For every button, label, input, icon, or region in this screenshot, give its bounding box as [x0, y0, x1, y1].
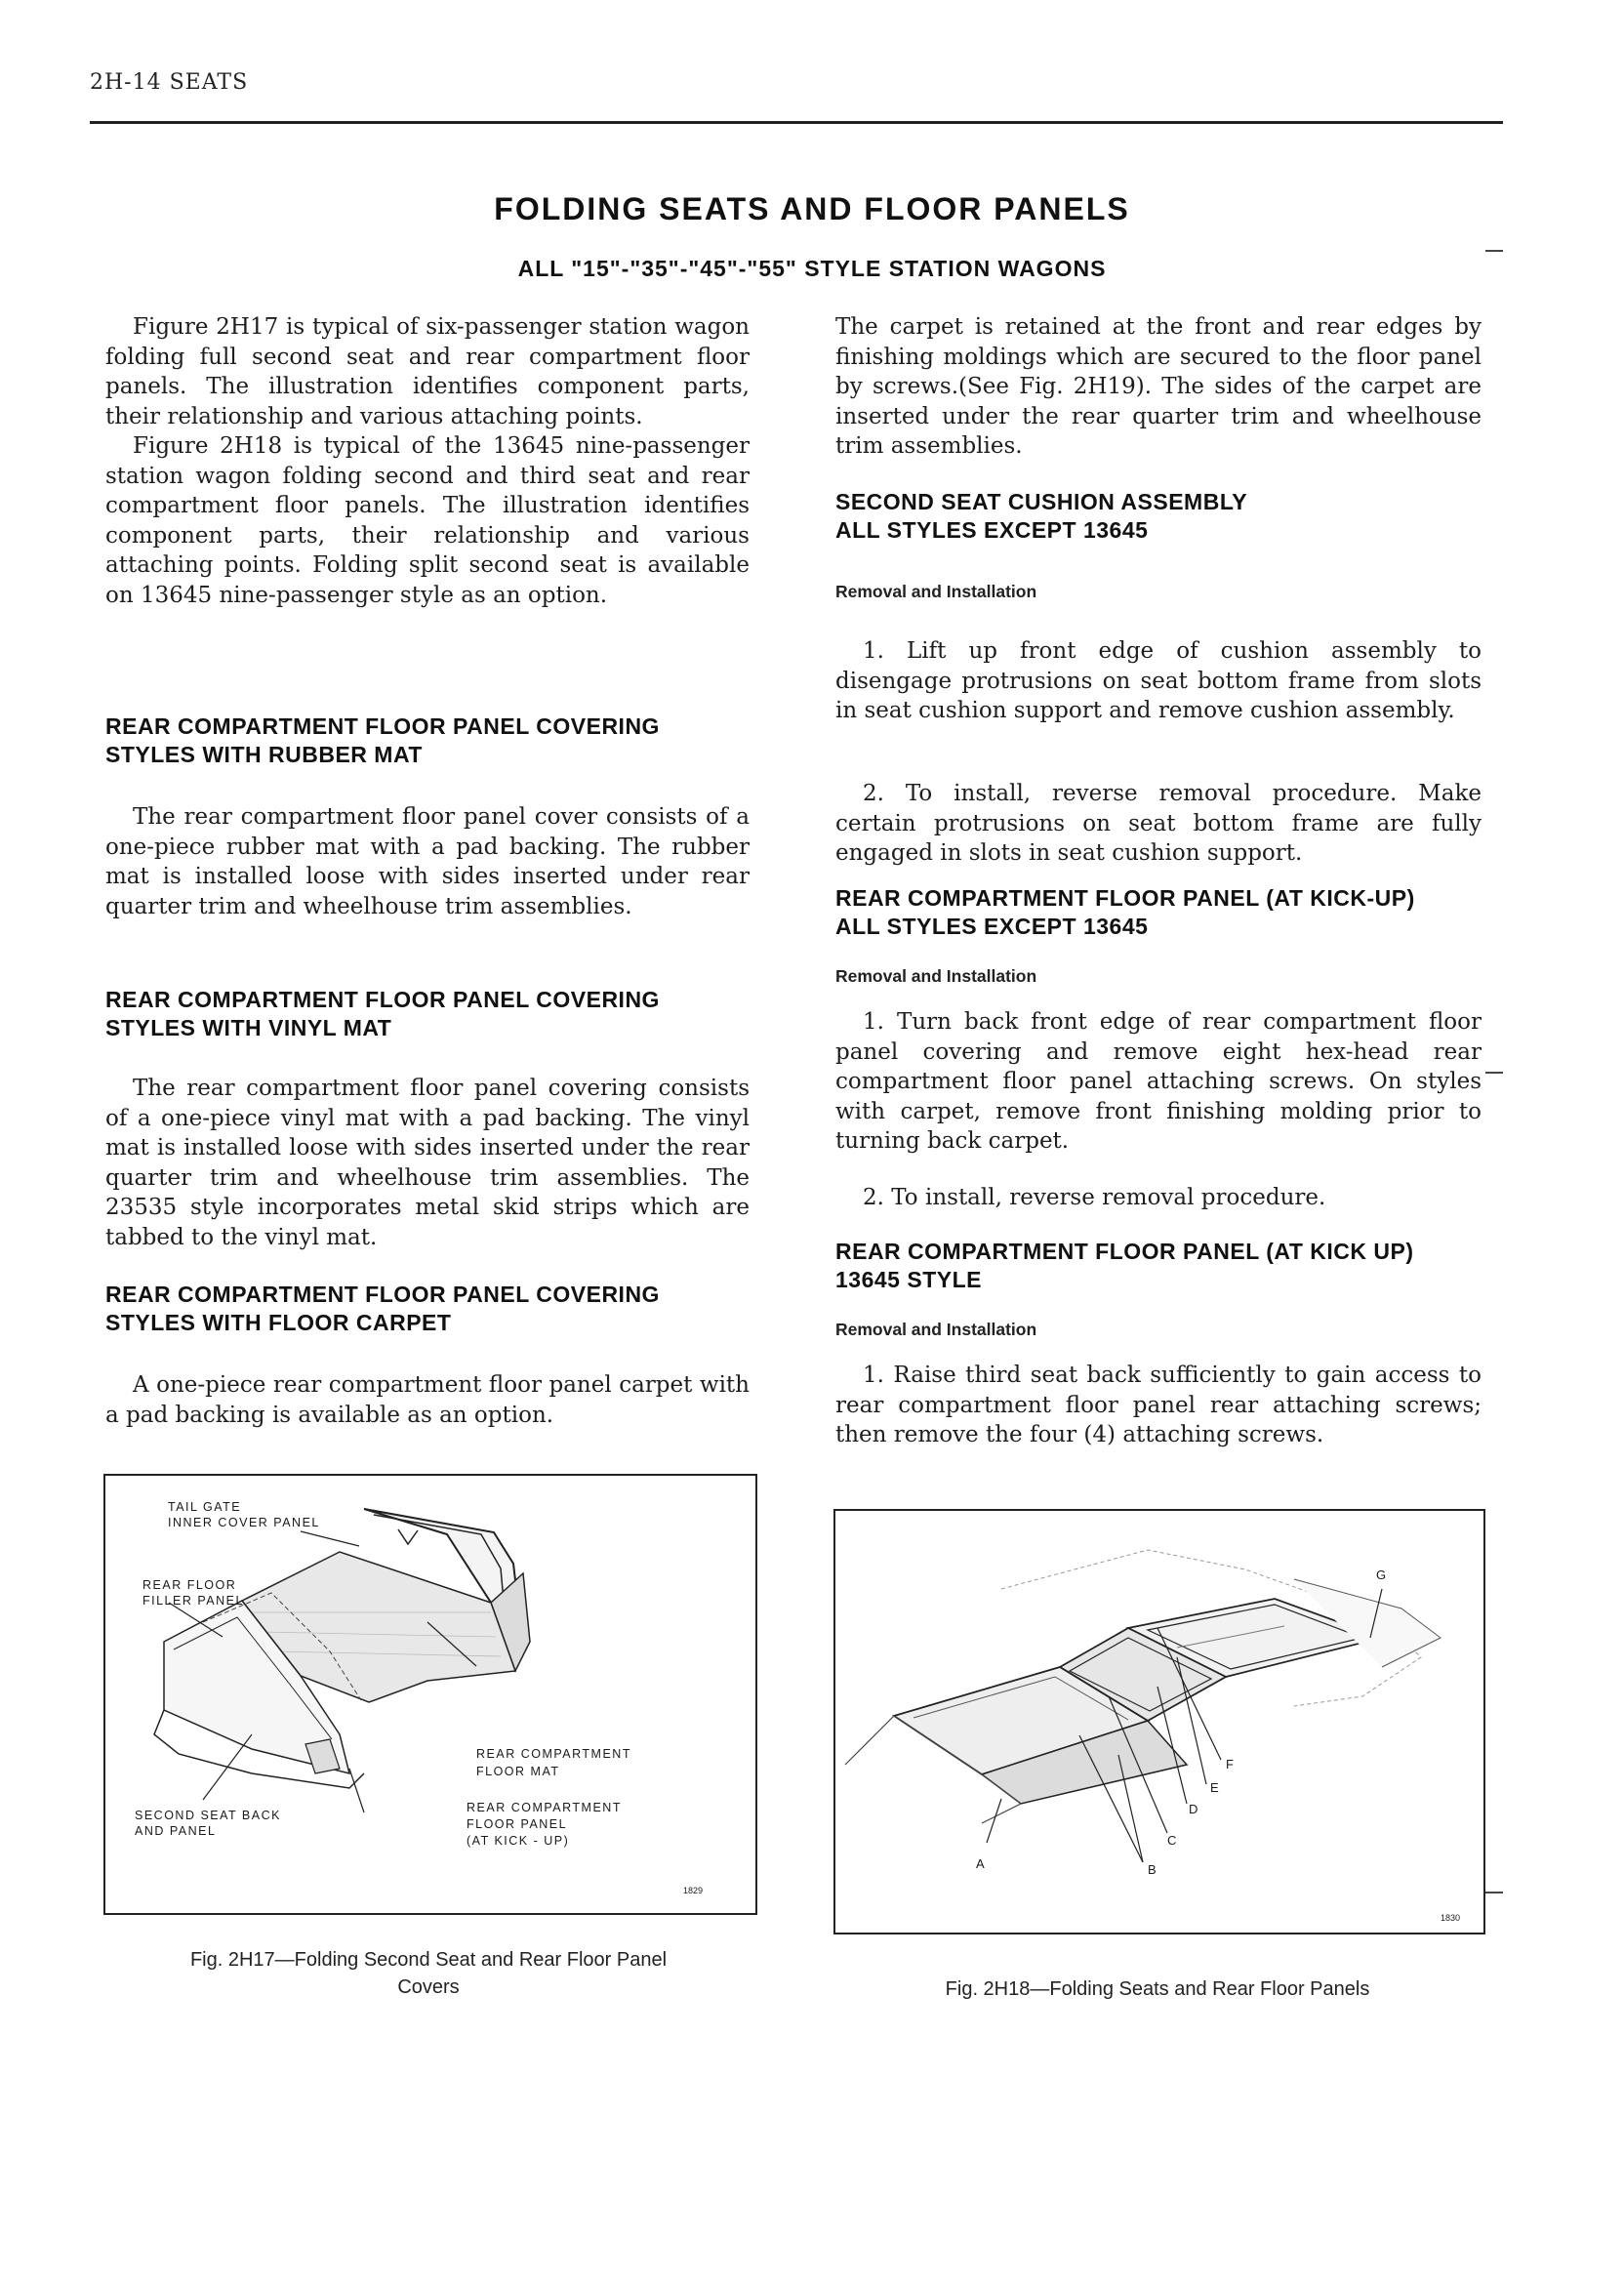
label-g: G [1376, 1568, 1387, 1582]
label-rear-floor-filler: REAR FLOOR FILLER PANEL [142, 1578, 244, 1608]
kickup-step-2: 2. To install, reverse removal procedure. [863, 1185, 1326, 1210]
margin-tick [1485, 1072, 1503, 1074]
cushion-step-1: 1. Lift up front edge of cushion assembly to disengage protrusions on seat bottom frame from slots in seat cushion support and remove cushion assembly. [835, 638, 1482, 723]
figure-2h18 [833, 1509, 1485, 1934]
label-floor-mat: REAR COMPARTMENT FLOOR MAT [476, 1747, 631, 1778]
label-kickup-panel: REAR COMPARTMENT FLOOR PANEL (AT KICK - UP) [467, 1801, 622, 1848]
vinyl-mat-heading: REAR COMPARTMENT FLOOR PANEL COVERING STYLES WITH VINYL MAT [105, 987, 660, 1040]
figure-2h17-caption: Fig. 2H17—Folding Second Seat and Rear Floor Panel Covers [189, 1949, 668, 1998]
floor-carpet-text: A one-piece rear compartment floor panel carpet with a pad backing is available as an option. [105, 1372, 750, 1428]
kickup-heading: REAR COMPARTMENT FLOOR PANEL (AT KICK-UP) ALL STYLES EXCEPT 13645 [835, 885, 1415, 939]
margin-tick [1485, 250, 1503, 252]
kickup-13645-step-1: 1. Raise third seat back sufficiently to gain access to rear compartment floor panel rear attaching screws; then remove the four (4) attaching screws. [835, 1363, 1482, 1447]
kickup-subheading: Removal and Installation [835, 966, 1037, 986]
cushion-step-2: 2. To install, reverse removal procedure. Make certain protrusions on seat bottom frame are fully engaged in slots in seat cushion support. [835, 781, 1482, 866]
label-c: C [1167, 1833, 1177, 1848]
running-head: 2H-14 SEATS [90, 70, 249, 95]
kickup-step-1: 1. Turn back front edge of rear compartment floor panel covering and remove eight hex-head rear compartment floor panel attaching screws. On styles with carpet, remove front finishing molding prior to turning back carpet. [835, 1009, 1482, 1154]
intro-paragraph-1: Figure 2H17 is typical of six-passenger station wagon folding full second seat and rear compartment floor panels. The illustration identifies component parts, their relationship and various attaching points. [105, 314, 750, 429]
kickup-13645-subheading: Removal and Installation [835, 1320, 1037, 1339]
cushion-heading: SECOND SEAT CUSHION ASSEMBLY ALL STYLES EXCEPT 13645 [835, 489, 1248, 543]
figure-2h18-caption: Fig. 2H18—Folding Seats and Rear Floor Panels [945, 1978, 1370, 2000]
label-f: F [1226, 1757, 1234, 1771]
rubber-mat-text: The rear compartment floor panel cover consists of a one-piece rubber mat with a pad backing. The rubber mat is installed loose with sides inserted under rear quarter trim and wheelhouse trim assemblies. [105, 804, 750, 919]
cushion-subheading: Removal and Installation [835, 582, 1037, 601]
vinyl-mat-text: The rear compartment floor panel covering consists of a one-piece vinyl mat with a pad backing. The vinyl mat is installed loose with sides inserted under the rear quarter trim and wheelhouse trim assemblies. The 23535 style incorporates metal skid strips which are tabbed to the vinyl mat. [105, 1076, 750, 1250]
figure-number-1829: 1829 [683, 1886, 704, 1895]
rubber-mat-heading: REAR COMPARTMENT FLOOR PANEL COVERING STYLES WITH RUBBER MAT [105, 713, 660, 767]
page-title: FOLDING SEATS AND FLOOR PANELS [494, 191, 1130, 226]
margin-tick [1485, 1892, 1503, 1893]
label-tail-gate: TAIL GATE INNER COVER PANEL [168, 1500, 320, 1529]
label-a: A [976, 1856, 985, 1871]
header-rule [90, 121, 1503, 124]
figure-2h17 [103, 1474, 757, 1915]
label-e: E [1210, 1780, 1219, 1795]
label-d: D [1189, 1802, 1198, 1816]
figure-number-1830: 1830 [1441, 1913, 1461, 1923]
intro-paragraph-2: Figure 2H18 is typical of the 13645 nine-passenger station wagon folding second and third seat and rear compartment floor panels. The illustration identifies component parts, their relationship and various attaching points. Folding split second seat is available on 13645 nine-passenger style as an option. [105, 433, 750, 608]
floor-carpet-heading: REAR COMPARTMENT FLOOR PANEL COVERING STYLES WITH FLOOR CARPET [105, 1282, 660, 1335]
figure-2h18-illustration [835, 1511, 1483, 1933]
label-b: B [1148, 1862, 1157, 1877]
kickup-13645-heading: REAR COMPARTMENT FLOOR PANEL (AT KICK UP) 13645 STYLE [835, 1239, 1414, 1292]
label-second-seat-back: SECOND SEAT BACK AND PANEL [135, 1809, 281, 1838]
page-subtitle: ALL "15"-"35"-"45"-"55" STYLE STATION WAGONS [517, 256, 1107, 281]
carpet-retention-text: The carpet is retained at the front and rear edges by finishing moldings which are secured to the floor panel by screws.(See Fig. 2H19). The sides of the carpet are inserted under the rear quarter trim and wheelhouse trim assemblies. [835, 314, 1482, 459]
